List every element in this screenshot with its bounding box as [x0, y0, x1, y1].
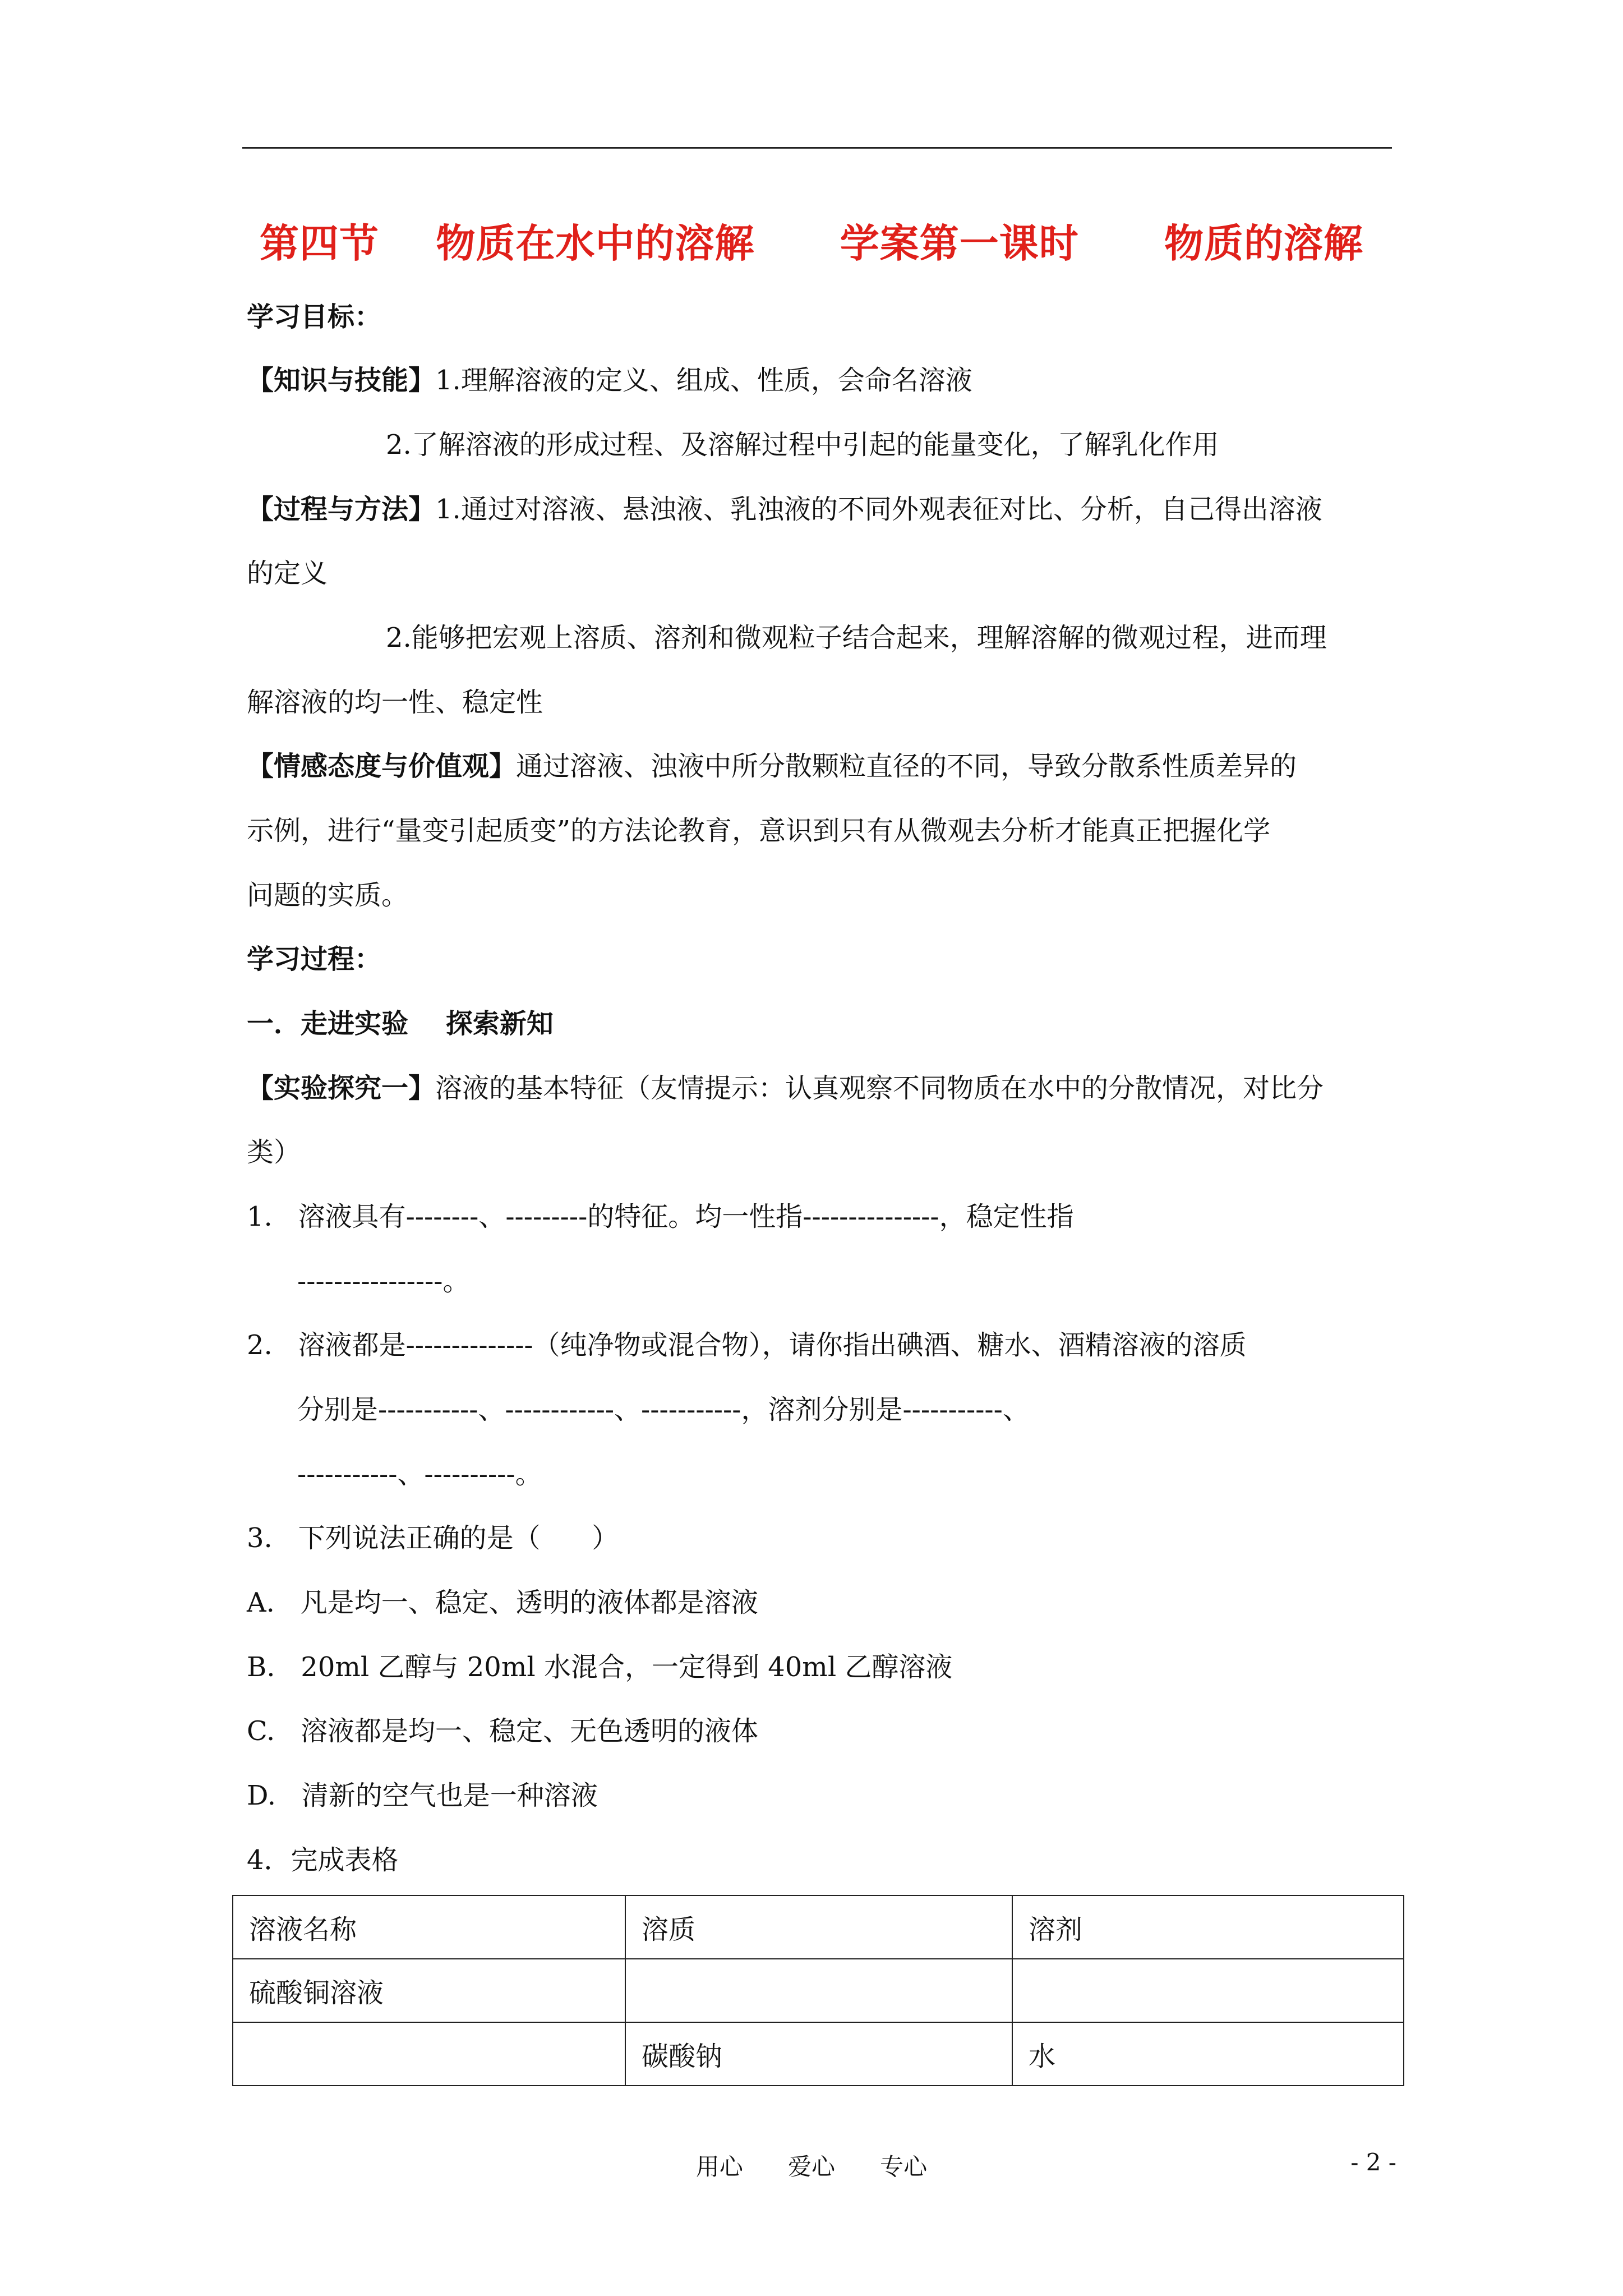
table-cell: 碳酸钠 — [625, 2022, 1012, 2086]
solution-table — [232, 1895, 1404, 2086]
option-a: A. 凡是均一、稳定、透明的液体都是溶液 — [247, 1587, 758, 1618]
process-heading: 学习过程： — [247, 944, 382, 975]
experiment-one-label: 【实验探究一】 — [247, 1073, 436, 1104]
option-d: D. 清新的空气也是一种溶液 — [247, 1780, 598, 1811]
experiment-one-text: 溶液的基本特征（友情提示：认真观察不同物质在水中的分散情况，对比分 — [435, 1073, 1324, 1104]
option-c: C. 溶液都是均一、稳定、无色透明的液体 — [247, 1715, 759, 1747]
emotion-values-cont-2: 问题的实质。 — [247, 880, 409, 911]
table-row — [233, 1959, 1404, 2022]
process-method-cont: 的定义 — [247, 558, 328, 589]
knowledge-skills-item-2: 2.了解溶液的形成过程、及溶解过程中引起的能量变化，了解乳化作用 — [386, 429, 1219, 461]
question-2-cont-1: 分别是-----------、------------、-----------，溶剂分别是-----------、 — [297, 1394, 1030, 1425]
process-method-label: 【过程与方法】 — [247, 494, 436, 525]
process-method-item-2-cont: 解溶液的均一性、稳定性 — [247, 687, 543, 718]
question-4: 4．完成表格 — [247, 1844, 399, 1876]
footer-motto: 用心 爱心 专心 — [695, 2153, 928, 2180]
table-cell — [233, 2022, 625, 2086]
knowledge-skills-label: 【知识与技能】 — [247, 365, 436, 396]
process-method-line — [247, 493, 1322, 526]
experiment-one-cont: 类） — [247, 1137, 301, 1168]
section-one-heading: 一．走进实验 探索新知 — [247, 1008, 554, 1039]
process-method-item-2: 2.能够把宏观上溶质、溶剂和微观粒子结合起来，理解溶解的微观过程，进而理 — [386, 622, 1327, 654]
table-header-cell: 溶液名称 — [233, 1895, 625, 1959]
header-rule — [242, 147, 1392, 149]
table-header-row — [233, 1895, 1404, 1959]
question-3: 3. 下列说法正确的是（ ） — [247, 1522, 619, 1554]
knowledge-skills-text: 1.理解溶液的定义、组成、性质，会命名溶液 — [435, 365, 972, 396]
question-1: 1. 溶液具有--------、---------的特征。均一性指---------------，稳定性指 — [247, 1201, 1074, 1232]
table-cell: 水 — [1012, 2022, 1404, 2086]
table-cell — [1012, 1959, 1404, 2022]
emotion-values-cont-1: 示例，进行“量变引起质变”的方法论教育，意识到只有从微观去分析才能真正把握化学 — [247, 815, 1271, 846]
question-2-cont-2: -----------、----------。 — [297, 1458, 542, 1490]
process-method-text: 1.通过对溶液、悬浊液、乳浊液的不同外观表征对比、分析，自己得出溶液 — [435, 494, 1322, 525]
page-number: - 2 - — [1350, 2148, 1396, 2176]
option-b: B. 20ml 乙醇与 20ml 水混合，一定得到 40ml 乙醇溶液 — [247, 1651, 953, 1683]
emotion-values-label: 【情感态度与价值观】 — [247, 751, 517, 782]
table-header-cell: 溶剂 — [1012, 1895, 1404, 1959]
table-row — [233, 2022, 1404, 2086]
emotion-values-text: 通过溶液、浊液中所分散颗粒直径的不同，导致分散系性质差异的 — [516, 751, 1297, 782]
table-header-cell: 溶质 — [625, 1895, 1012, 1959]
table-cell: 硫酸铜溶液 — [233, 1959, 625, 2022]
question-2: 2. 溶液都是--------------（纯净物或混合物），请你指出碘酒、糖水、酒精溶液的溶质 — [247, 1329, 1247, 1361]
objectives-heading: 学习目标： — [247, 301, 382, 333]
question-1-cont: ----------------。 — [297, 1266, 470, 1297]
table-cell — [625, 1959, 1012, 2022]
emotion-values-line — [247, 749, 1297, 783]
page-title: 第四节 物质在水中的溶解 学案第一课时 物质的溶解 — [260, 220, 1363, 266]
knowledge-skills-line — [247, 364, 972, 397]
experiment-one-line — [247, 1071, 1324, 1105]
